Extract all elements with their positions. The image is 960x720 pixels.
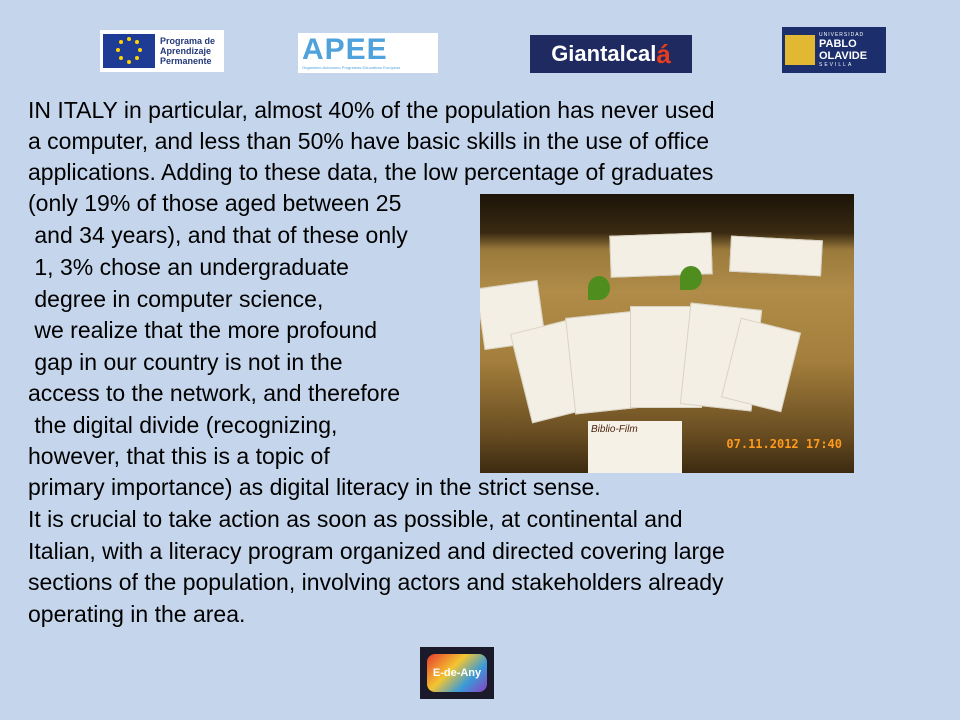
- text-line: operating in the area.: [28, 601, 246, 627]
- giantalcala-logo: [530, 35, 692, 73]
- oapee-logo: [298, 33, 438, 73]
- text-line: It is crucial to take action as soon as possible, at continental and: [28, 506, 683, 532]
- text-line: however, that this is a topic of: [28, 443, 330, 469]
- upo-logo-line1: UNIVERSIDAD: [819, 32, 865, 38]
- text-line: applications. Adding to these data, the low percentage of graduates: [28, 159, 714, 185]
- universidad-pablo-de-olavide-logo: [782, 27, 886, 73]
- text-line: gap in our country is not in the: [28, 349, 343, 375]
- text-line: 1, 3% chose an undergraduate: [28, 254, 349, 280]
- upo-logo-line4: SEVILLA: [819, 62, 854, 68]
- text-line: sections of the population, involving actors and stakeholders already: [28, 569, 724, 595]
- text-line: Italian, with a literacy program organized and directed covering large: [28, 538, 725, 564]
- text-line: primary importance) as digital literacy in the strict sense.: [28, 474, 601, 500]
- programa-logo-line3: Permanente: [160, 56, 212, 66]
- text-line: degree in computer science,: [28, 286, 324, 312]
- biblio-film-photo: [480, 194, 854, 473]
- oapee-logo-name: APEE: [302, 33, 388, 66]
- programa-logo-line1: Programa de: [160, 36, 216, 46]
- biblio-film-card: Biblio-Film: [588, 421, 682, 473]
- text-line: access to the network, and therefore: [28, 380, 401, 406]
- text-line: we realize that the more profound: [28, 317, 378, 343]
- text-line: (only 19% of those aged between 25: [28, 190, 402, 216]
- oapee-logo-subtitle: Organismo Autónomo Programas Educativos Europeos: [302, 65, 401, 70]
- eu-flag-icon: [103, 34, 155, 68]
- giantalcala-logo-name: Giantalcal: [551, 41, 657, 66]
- programa-logo-line2: Aprendizaje: [160, 46, 212, 56]
- lifelong-learning-programme-logo: [100, 30, 224, 72]
- upo-logo-line3: OLAVIDE: [819, 50, 868, 62]
- giantalcala-logo-accent: á: [656, 38, 671, 69]
- text-line: and 34 years), and that of these only: [28, 222, 408, 248]
- university-emblem-icon: [785, 35, 815, 65]
- bottom-project-logo: [420, 647, 494, 699]
- text-line: IN ITALY in particular, almost 40% of the population has never used: [28, 97, 715, 123]
- text-line: the digital divide (recognizing,: [28, 412, 338, 438]
- photo-timestamp: 07.11.2012 17:40: [726, 437, 842, 451]
- upo-logo-line2: PABLO: [819, 38, 857, 50]
- text-line: a computer, and less than 50% have basic skills in the use of office: [28, 128, 710, 154]
- bottom-logo-name: E-de-Any: [427, 654, 487, 692]
